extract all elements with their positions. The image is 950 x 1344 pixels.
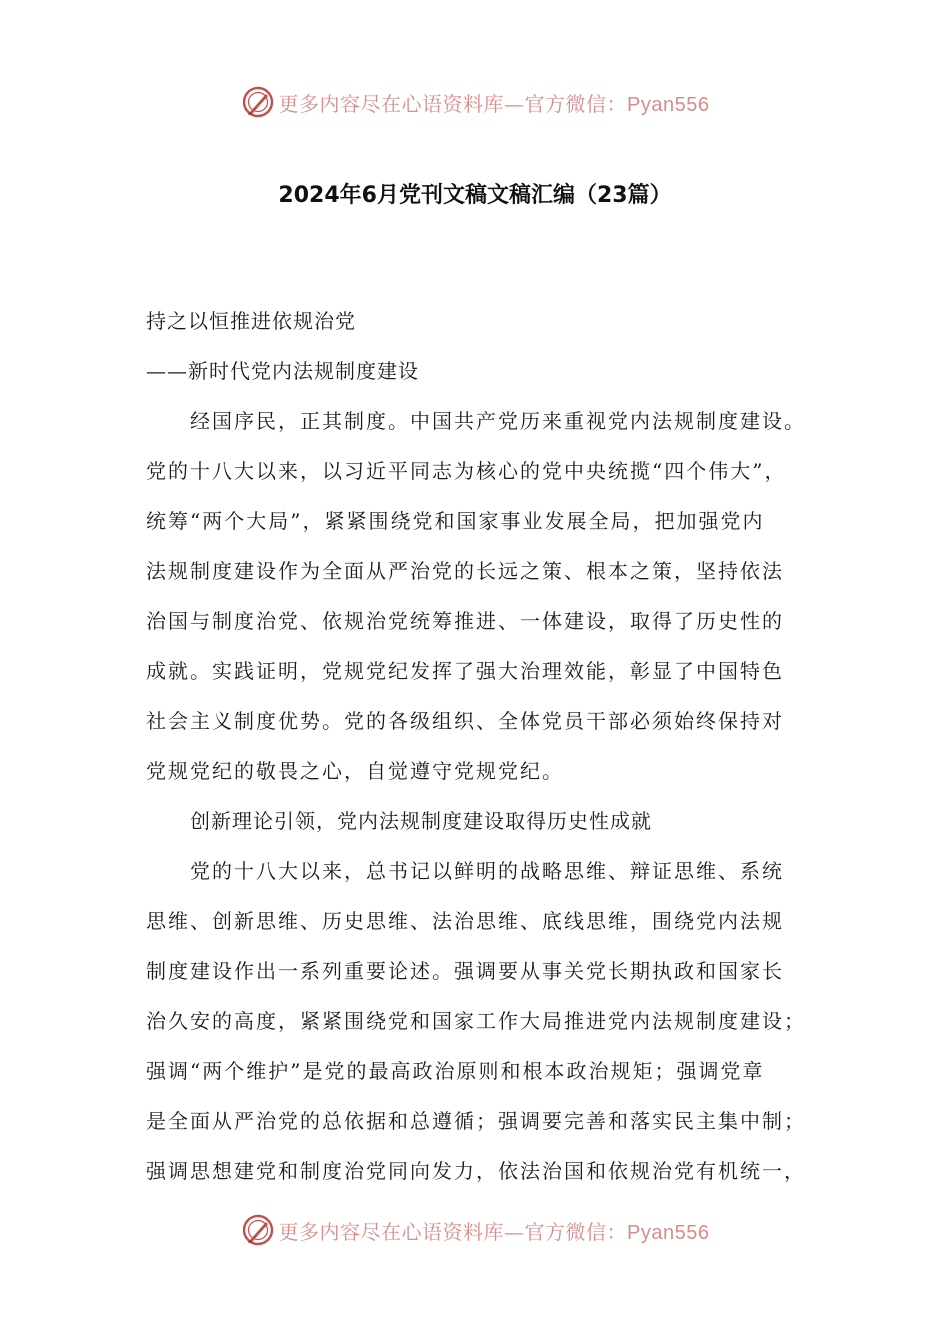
paragraph-line: 党的十八大以来，总书记以鲜明的战略思维、辩证思维、系统 xyxy=(190,859,784,883)
wechat-handle: Pyan556 xyxy=(627,1221,710,1244)
watermark-text: 更多内容尽在心语资料库—官方微信：Pyan556 xyxy=(278,1219,710,1244)
pen-logo-icon xyxy=(241,1213,275,1247)
paragraph-line: 治国与制度治党、依规治党统筹推进、一体建设，取得了历史性的 xyxy=(146,609,784,633)
document-body xyxy=(146,296,826,1196)
paragraph-line: 党规党纪的敬畏之心，自觉遵守党规党纪。 xyxy=(146,759,564,783)
paragraph-line: 是全面从严治党的总依据和总遵循；强调要完善和落实民主集中制； xyxy=(146,1109,806,1133)
section-heading: 创新理论引领，党内法规制度建设取得历史性成就 xyxy=(190,809,652,833)
pen-logo-icon xyxy=(241,85,275,119)
paragraph-line: 强调思想建党和制度治党同向发力，依法治国和依规治党有机统一， xyxy=(146,1159,806,1183)
paragraph-line: 社会主义制度优势。党的各级组织、全体党员干部必须始终保持对 xyxy=(146,709,784,733)
paragraph-line: 经国序民，正其制度。中国共产党历来重视党内法规制度建设。 xyxy=(190,409,806,433)
paragraph-line: 治久安的高度，紧紧围绕党和国家工作大局推进党内法规制度建设； xyxy=(146,1009,806,1033)
paragraph-line: 思维、创新思维、历史思维、法治思维、底线思维，围绕党内法规 xyxy=(146,909,784,933)
article-subtitle: ——新时代党内法规制度建设 xyxy=(146,359,419,383)
paragraph-line: 法规制度建设作为全面从严治党的长远之策、根本之策，坚持依法 xyxy=(146,559,784,583)
watermark-banner-top xyxy=(0,82,950,122)
paragraph-line: 成就。实践证明，党规党纪发挥了强大治理效能，彰显了中国特色 xyxy=(146,659,784,683)
watermark-banner-bottom xyxy=(0,1210,950,1250)
watermark-text: 更多内容尽在心语资料库—官方微信：Pyan556 xyxy=(278,91,710,116)
article-title: 持之以恒推进依规治党 xyxy=(146,309,356,333)
paragraph-line: 党的十八大以来，以习近平同志为核心的党中央统揽“四个伟大”， xyxy=(146,459,787,483)
paragraph-line: 强调“两个维护”是党的最高政治原则和根本政治规矩；强调党章 xyxy=(146,1059,765,1083)
paragraph-line: 制度建设作出一系列重要论述。强调要从事关党长期执政和国家长 xyxy=(146,959,784,983)
paragraph-line: 统筹“两个大局”，紧紧围绕党和国家事业发展全局，把加强党内 xyxy=(146,509,765,533)
document-title: 2024年6月党刊文稿文稿汇编（23篇） xyxy=(278,183,672,208)
wechat-handle: Pyan556 xyxy=(627,93,710,116)
